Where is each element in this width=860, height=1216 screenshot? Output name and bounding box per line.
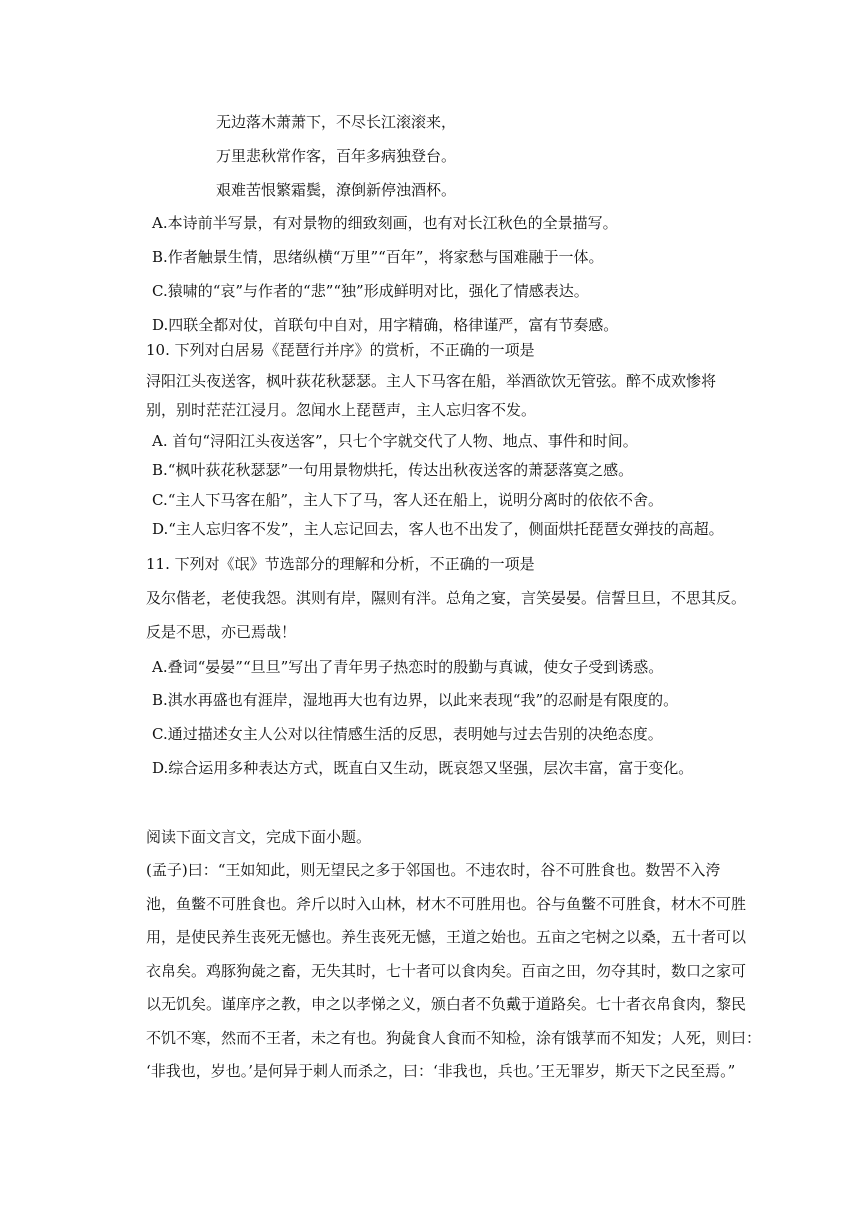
q11-option-c: C.通过描述女主人公对以往情感生活的反思，表明她与过去告别的决绝态度。 xyxy=(152,725,663,743)
reading-line-1: (孟子)曰：“王如知此，则无望民之多于邻国也。不违农时，谷不可胜食也。数罟不入洿 xyxy=(146,861,721,879)
q11-stem: 11. 下列对《氓》节选部分的理解和分析，不正确的一项是 xyxy=(146,555,535,573)
reading-line-2: 池，鱼鳖不可胜食也。斧斤以时入山林，材木不可胜用也。谷与鱼鳖不可胜食，材木不可胜 xyxy=(146,895,747,913)
q9-option-c: C.猿啸的“哀”与作者的“悲”“独”形成鲜明对比，强化了情感表达。 xyxy=(152,282,589,300)
reading-line-3: 用，是使民养生丧死无憾也。养生丧死无憾，王道之始也。五亩之宅树之以桑，五十者可以 xyxy=(146,928,747,946)
q11-option-d: D.综合运用多种表达方式，既直白又生动，既哀怨又坚强，层次丰富，富于变化。 xyxy=(152,759,694,777)
reading-line-7: ‘非我也，岁也。’是何异于刺人而杀之，曰：‘非我也，兵也。’王无罪岁，斯天下之民至焉。” xyxy=(146,1062,736,1080)
q11-passage-line-1: 及尔偕老，老使我怨。淇则有岸，隰则有泮。总角之宴，言笑晏晏。信誓旦旦，不思其反。 xyxy=(146,589,747,607)
q11-option-a: A.叠词“晏晏”“旦旦”写出了青年男子热恋时的殷勤与真诚，使女子受到诱惑。 xyxy=(152,658,664,676)
q10-option-a: A. 首句“浔阳江头夜送客”，只七个字就交代了人物、地点、事件和时间。 xyxy=(152,432,638,450)
poem-line-2: 万里悲秋常作客，百年多病独登台。 xyxy=(216,147,457,165)
q11-passage-line-2: 反是不思，亦已焉哉！ xyxy=(146,623,297,641)
q10-option-c: C.“主人下马客在船”，主人下了马，客人还在船上，说明分离时的依依不舍。 xyxy=(152,491,664,509)
q9-option-b: B.作者触景生情，思绪纵横“万里”“百年”，将家愁与国难融于一体。 xyxy=(152,248,604,266)
q9-option-d: D.四联全都对仗，首联句中自对，用字精确，格律谨严，富有节奏感。 xyxy=(152,316,619,334)
q11-option-b: B.淇水再盛也有涯岸，湿地再大也有边界，以此来表现“我”的忍耐是有限度的。 xyxy=(152,691,679,709)
reading-line-6: 不饥不寒，然而不王者，未之有也。狗彘食人食而不知检，涂有饿莩而不知发；人死，则曰： xyxy=(146,1029,762,1047)
q10-stem: 10. 下列对白居易《琵琶行并序》的赏析，不正确的一项是 xyxy=(146,341,535,359)
q10-passage-line-1: 浔阳江头夜送客，枫叶荻花秋瑟瑟。主人下马客在船，举酒欲饮无管弦。醉不成欢惨将 xyxy=(146,372,717,390)
poem-line-3: 艰难苦恨繁霜鬓，潦倒新停浊酒杯。 xyxy=(216,181,457,199)
q10-option-b: B.“枫叶荻花秋瑟瑟”一句用景物烘托，传达出秋夜送客的萧瑟落寞之感。 xyxy=(152,461,634,479)
q9-option-a: A.本诗前半写景，有对景物的细致刻画，也有对长江秋色的全景描写。 xyxy=(152,214,618,232)
q10-passage-line-2: 别，别时茫茫江浸月。忽闻水上琵琶声，主人忘归客不发。 xyxy=(146,401,537,419)
poem-line-1: 无边落木萧萧下，不尽长江滚滚来， xyxy=(216,113,457,131)
reading-line-4: 衣帛矣。鸡豚狗彘之畜，无失其时，七十者可以食肉矣。百亩之田，勿夺其时，数口之家可 xyxy=(146,962,747,980)
reading-line-5: 以无饥矣。谨庠序之教，申之以孝悌之义，颁白者不负戴于道路矣。七十者衣帛食肉，黎民 xyxy=(146,995,747,1013)
q10-option-d: D.“主人忘归客不发”，主人忘记回去，客人也不出发了，侧面烘托琵琶女弹技的高超。 xyxy=(152,520,724,538)
reading-intro: 阅读下面文言文，完成下面小题。 xyxy=(146,828,372,846)
